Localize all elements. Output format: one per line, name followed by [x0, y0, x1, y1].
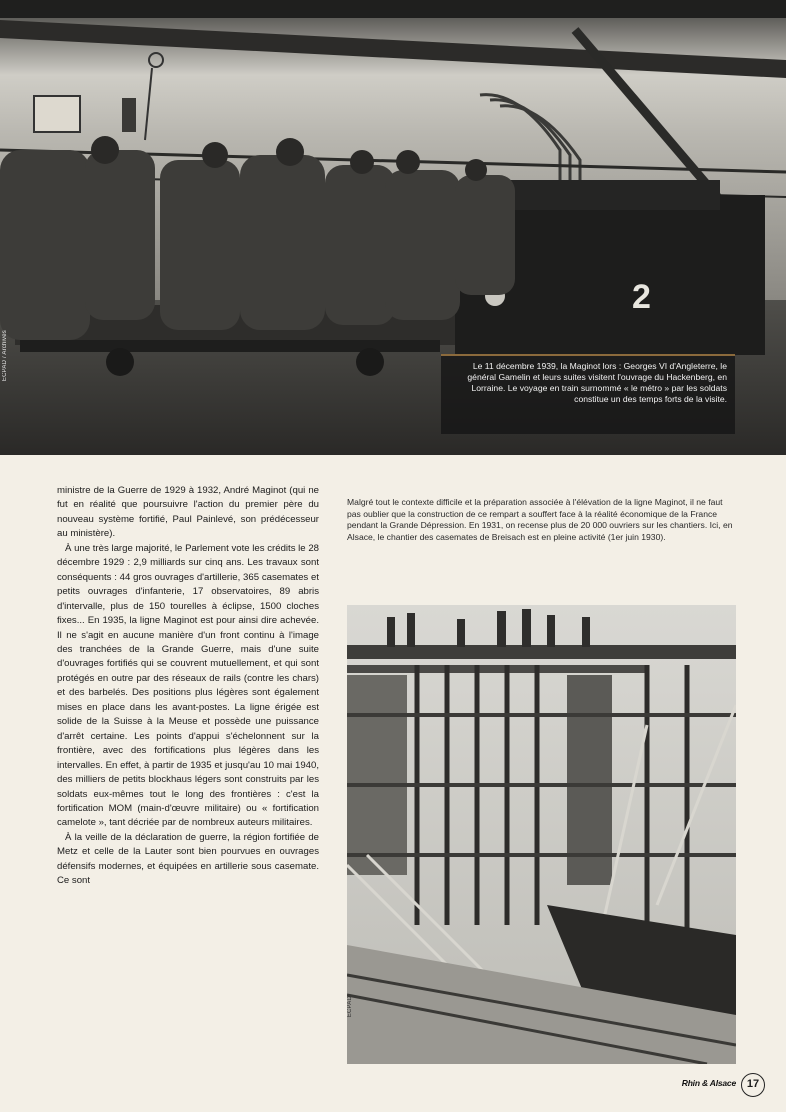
- bottom-photo-illustration: [347, 605, 736, 1064]
- article-left-column: [57, 484, 319, 1069]
- top-photo: [0, 0, 786, 455]
- photo-credit-bottom: ECPAD: [347, 996, 353, 1018]
- top-photo-caption: [441, 354, 735, 434]
- magazine-brand: Rhin & Alsace: [681, 1078, 736, 1088]
- bottom-photo-caption: [347, 497, 737, 575]
- bottom-photo-caption-text: Malgré tout le contexte difficile et la préparation associée à l'élévation de la ligne Maginot, il ne faut pas oublier que la construction de ce rempart a souffert face à la réalité économique de la France pendant la Grande Dépression. En 1931, on recense plus de 20 000 ouvriers sur les chantiers. Ici, en Alsace, le chantier des casemates de Breisach est en pleine activité (1er juin 1930).: [347, 497, 733, 542]
- top-photo-caption-text: Le 11 décembre 1939, la Maginot lors : Georges VI d'Angleterre, le général Gamelin et leurs suites visitent l'ouvrage du Hackenberg, en Lorraine. Le voyage en train surnommé « le métro » par les soldats constitue un des temps forts de la visite.: [467, 361, 727, 404]
- article-paragraph-1: ministre de la Guerre de 1929 à 1932, André Maginot (qui ne fut en réalité que poursuivre l'action du premier père du nouveau système fortifié, Paul Painlevé, son prédécesseur au ministère).: [57, 485, 319, 540]
- page-number: 17: [741, 1073, 765, 1097]
- article-paragraph-3: À la veille de la déclaration de guerre, la région fortifiée de Metz et celle de la Lauter sont bien pourvues en ouvrages défensifs modernes, et équipées en artillerie sous casemate. Ce sont: [57, 831, 319, 887]
- bottom-photo: [347, 605, 736, 1064]
- locomotive-number: 2: [632, 278, 651, 316]
- photo-credit-top: ECPAD / Archives: [2, 330, 8, 382]
- article-paragraph-2: À une très large majorité, le Parlement vote les crédits le 28 décembre 1929 : 2,9 milliards sur cinq ans. Les travaux sont conséquents : 44 gros ouvrages d'artillerie, 365 casemates et petits ouvrages d'infanterie, 17 observatoires, 89 abris d'intervalle, plus de 150 tourelles à éclipse, 1500 cloches fixes... En 1935, la ligne Maginot est pour ainsi dire achevée. Il ne s'agit en aucune manière d'un front continu à l'image des tranchées de la Grande Guerre, mais d'une suite d'ouvrages fortifiés qui se couvrent mutuellement, et qui sont protégés en outre par des réseaux de rails (contre les chars) et des barbelés. Des positions plus légères sont également mises en place dans les avant-postes. La ligne érigée est solide de la Suisse à la Meuse et possède une puissance d'arrêt certaine. Les points d'appui s'échelonnent sur la frontière, avec des fortifications plus légères dans les intervalles. En effet, à partir de 1935 et jusqu'au 10 mai 1940, des milliers de petits blockhaus légers sont construits par les soldats eux-mêmes tout le long des frontières : c'est la fortification MOM (main-d'œuvre militaire) ou « fortification camelote », tant décriée par de nombreux auteurs militaires.: [57, 542, 319, 829]
